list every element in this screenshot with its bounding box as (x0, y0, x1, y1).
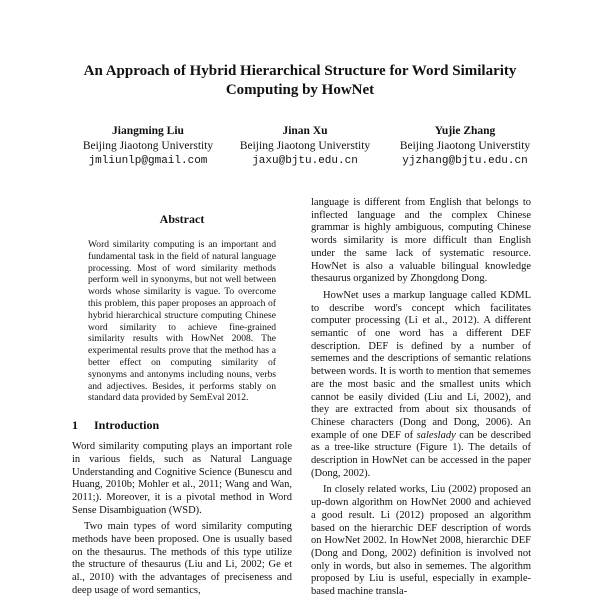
left-column (72, 212, 292, 602)
term-saleslady: saleslady (416, 429, 456, 441)
author-name: Yujie Zhang (434, 125, 496, 137)
paper-title (40, 62, 560, 100)
author-email: yjzhang@bjtu.edu.cn (402, 155, 528, 167)
paragraph-text: HowNet uses a markup language called KDML to describe word's concept which facilitates computer processing (Li et al., 2012). A different semantic of one word has a different DEF description. DEF is defined by a number of sememes and the descriptions of semantic relations between words. It is worth to mention that sememes are the most basic and the smallest units which cannot be easily divided (Liu and Li, 2002), and they are extracted from about six thousands of Chinese characters (Dong and Dong, 2006). An example of one DEF of (311, 289, 531, 441)
body-paragraph-1: language is different from English that belongs to inflected language and the complex Chinese grammar is highly ambiguous, computing Chinese words similarity is more difficult than English under the same lack of systematic resource. HowNet is also a valuable bilingual knowledge thesaurus organized by Zhongdong Dong. (311, 197, 531, 285)
author-block (370, 124, 560, 169)
author-block (220, 124, 390, 169)
intro-paragraph-1: Word similarity computing plays an important role in various fields, such as Natural Language Understanding and Cognitive Science (Bunescu and Huang, 2010b; Mohler et al., 2011; Wang and Wan, 2011;). Moreover, it is a pivotal method in Word Sense Disambiguation (WSD). (72, 441, 292, 516)
intro-paragraph-2: Two main types of word similarity computing methods have been proposed. One is usually based on the thesaurus. The methods of this type utilize the structure of thesaurus (Liu and Li, 2002; Ge et al., 2010) with the advantages of preciseness and deep usage of word semantics, (72, 521, 292, 596)
section-title: Introduction (94, 418, 160, 433)
author-affiliation: Beijing Jiaotong Universtity (399, 140, 531, 152)
paragraph-text: can be described as a tree-like structure (Figure 1). The details of description in HowNet can be accessed in the paper (Dong, 2002). (311, 429, 531, 479)
author-block (58, 124, 238, 169)
title-line-1: An Approach of Hybrid Hierarchical Structure for Word Similarity (83, 63, 517, 79)
abstract-heading: Abstract (159, 212, 205, 226)
body-paragraph-2 (311, 290, 531, 481)
author-email: jmliunlp@gmail.com (88, 155, 208, 167)
title-line-2: Computing by HowNet (225, 82, 375, 98)
right-column (311, 197, 531, 603)
section-number: 1 (72, 418, 78, 433)
section-heading-introduction (72, 418, 292, 433)
author-email: jaxu@bjtu.edu.cn (252, 155, 358, 167)
author-name: Jiangming Liu (112, 125, 184, 137)
author-affiliation: Beijing Jiaotong Universtity (82, 140, 214, 152)
author-name: Jinan Xu (282, 125, 328, 137)
body-paragraph-3: In closely related works, Liu (2002) proposed an up-down algorithm on HowNet 2000 and achieved a good result. Li (2012) proposed an algorithm based on the hierarchic DEF description of words on HowNet 2002. In HowNet 2008, hierarchic DEF (Dong and Dong, 2002) definition is involved not only in words, but also in sememes. The algorithm proposed by Liu is useful, especially in example-based machine transla- (311, 484, 531, 598)
abstract-text: Word similarity computing is an important and fundamental task in the field of natural language processing. Most of word similarity methods perform well in synonyms, but not well between words whose similarity is vague. To overcome this problem, this paper proposes an approach of hybrid hierarchical structure computing Chinese word similarity to achieve fine-grained similarity results with HowNet 2008. The experimental results prove that the method has a better effect on computing similarity of synonyms and antonyms including nouns, verbs and adjectives. Besides, it performs stably on standard data provided by SemEval 2012. (88, 239, 276, 404)
author-affiliation: Beijing Jiaotong Universtity (239, 140, 371, 152)
